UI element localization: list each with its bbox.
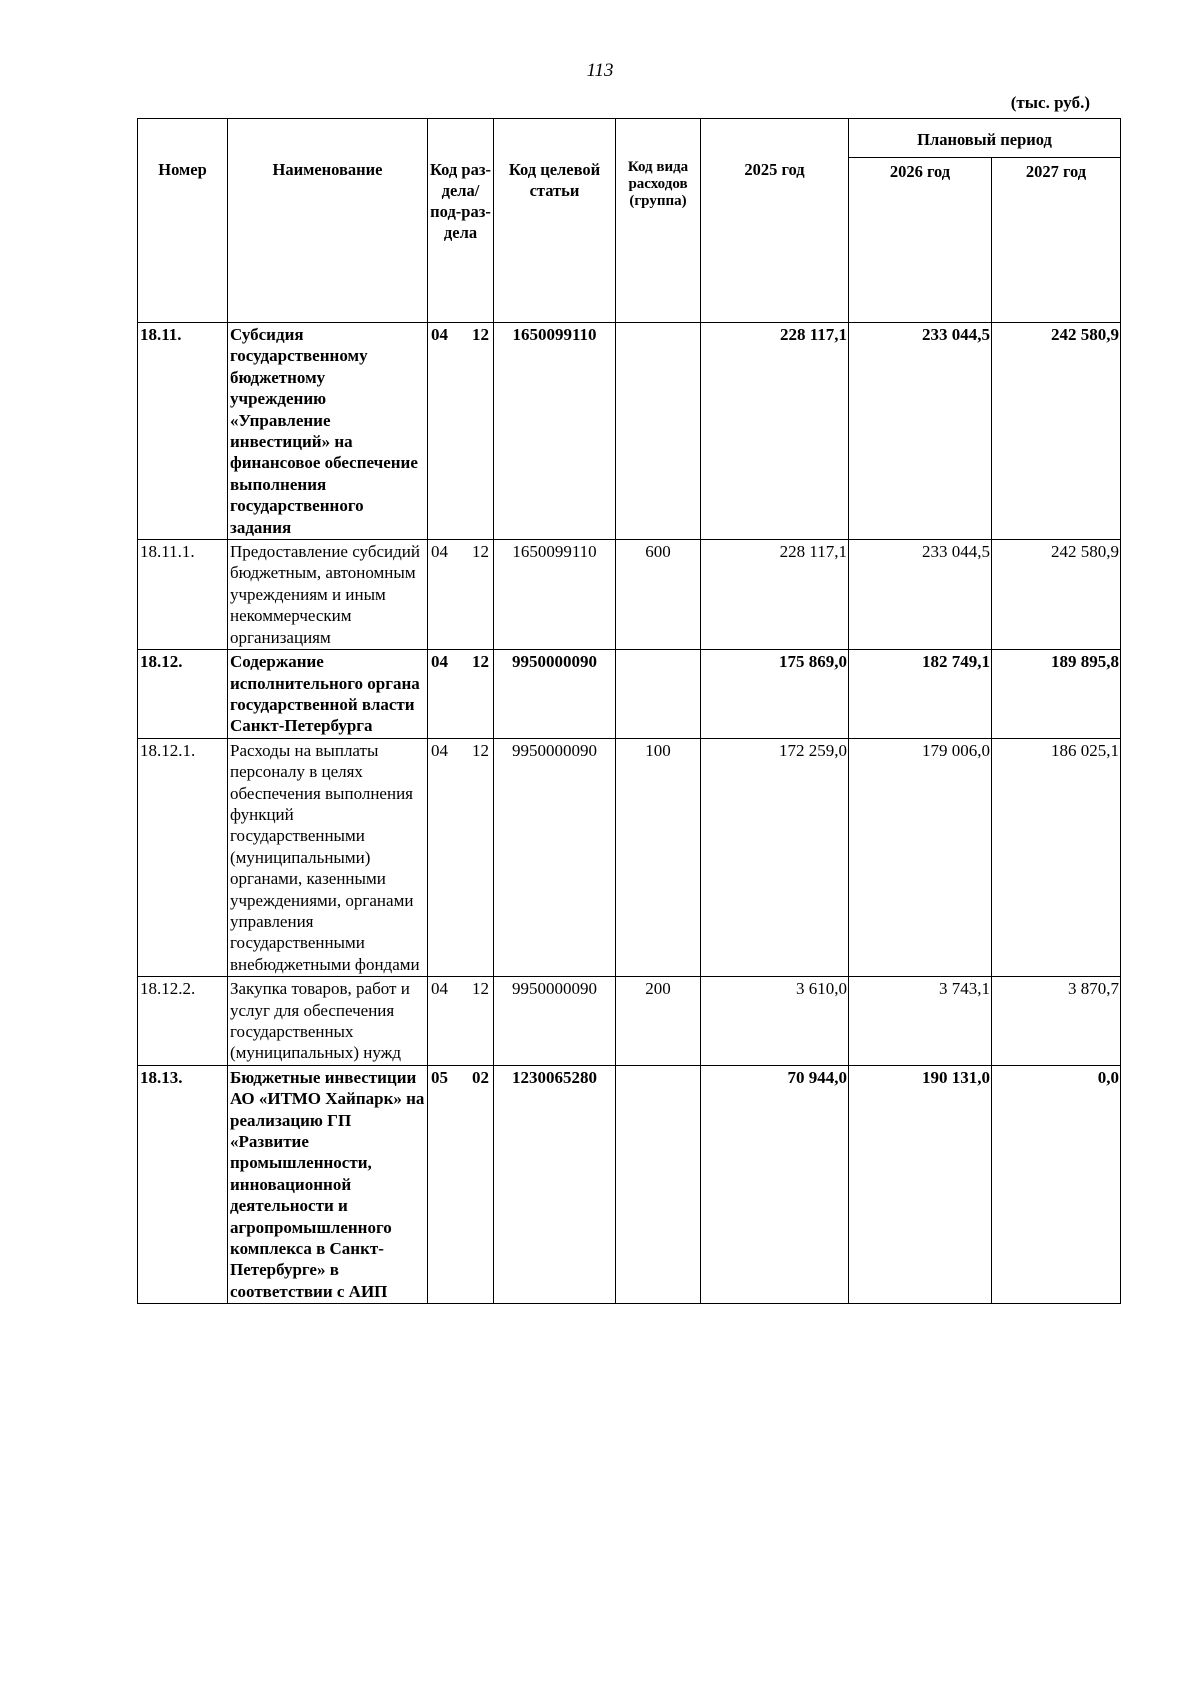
row-amount-2026: 233 044,5 [849, 323, 992, 540]
row-section-code [428, 540, 494, 650]
row-target-code: 9950000090 [494, 650, 616, 739]
row-amount-2025: 172 259,0 [701, 738, 849, 976]
row-subsection: 02 [472, 1067, 489, 1087]
row-target-code: 1230065280 [494, 1065, 616, 1303]
row-number: 18.11. [138, 323, 228, 540]
row-name: Закупка товаров, работ и услуг для обеспечения государственных (муниципальных) нужд [228, 977, 428, 1066]
table-row [138, 977, 1121, 1066]
row-expense-type: 100 [616, 738, 701, 976]
row-section-code [428, 977, 494, 1066]
row-target-code: 1650099110 [494, 323, 616, 540]
header-name: Наименование [228, 119, 428, 323]
row-amount-2025: 3 610,0 [701, 977, 849, 1066]
row-section: 04 [431, 325, 448, 344]
row-amount-2025: 228 117,1 [701, 540, 849, 650]
table-body [138, 323, 1121, 1304]
header-year-2026: 2026 год [849, 158, 992, 323]
table-row [138, 323, 1121, 540]
row-section: 04 [431, 979, 448, 999]
budget-table [137, 118, 1121, 1304]
row-amount-2027: 189 895,8 [992, 650, 1121, 739]
row-name: Содержание исполнительного органа государственной власти Санкт-Петербурга [228, 650, 428, 739]
row-amount-2025: 70 944,0 [701, 1065, 849, 1303]
row-section: 05 [431, 1067, 448, 1087]
row-name: Субсидия государственному бюджетному учреждению «Управление инвестиций» на финансовое обеспечение выполнения государственного задания [228, 323, 428, 540]
row-amount-2026: 233 044,5 [849, 540, 992, 650]
row-subsection: 12 [472, 542, 489, 562]
row-amount-2026: 190 131,0 [849, 1065, 992, 1303]
row-expense-type: 600 [616, 540, 701, 650]
row-section-code [428, 1065, 494, 1303]
row-name: Расходы на выплаты персоналу в целях обеспечения выполнения функций государственными (муниципальными) органами, казенными учреждениями, органами управления государственными внебюджетными фондами [228, 738, 428, 976]
row-subsection: 12 [472, 325, 489, 344]
row-subsection: 12 [472, 740, 489, 760]
table-row [138, 738, 1121, 976]
row-section: 04 [431, 652, 448, 672]
row-number: 18.12.1. [138, 738, 228, 976]
header-section-code: Код раз-дела/ под-раз-дела [428, 119, 494, 323]
row-number: 18.12. [138, 650, 228, 739]
row-amount-2025: 175 869,0 [701, 650, 849, 739]
row-amount-2027: 0,0 [992, 1065, 1121, 1303]
table-row [138, 1065, 1121, 1303]
row-section: 04 [431, 740, 448, 760]
header-expense-type: Код вида расходов (группа) [616, 119, 701, 323]
row-amount-2027: 186 025,1 [992, 738, 1121, 976]
row-subsection: 12 [472, 652, 489, 672]
row-expense-type [616, 323, 701, 540]
header-number: Номер [138, 119, 228, 323]
row-expense-type: 200 [616, 977, 701, 1066]
row-amount-2027: 242 580,9 [992, 323, 1121, 540]
row-amount-2026: 3 743,1 [849, 977, 992, 1066]
row-target-code: 1650099110 [494, 540, 616, 650]
row-section-code [428, 738, 494, 976]
units-label: (тыс. руб.) [1010, 93, 1090, 112]
row-section: 04 [431, 542, 448, 562]
row-number: 18.11.1. [138, 540, 228, 650]
table-row [138, 650, 1121, 739]
row-number: 18.13. [138, 1065, 228, 1303]
header-target-code: Код целевой статьи [494, 119, 616, 323]
row-amount-2027: 3 870,7 [992, 977, 1121, 1066]
row-number: 18.12.2. [138, 977, 228, 1066]
header-year-2027: 2027 год [992, 158, 1121, 323]
row-name: Предоставление субсидий бюджетным, автономным учреждениям и иным некоммерческим организациям [228, 540, 428, 650]
row-target-code: 9950000090 [494, 738, 616, 976]
page-number: 113 [586, 60, 614, 81]
header-year-2025: 2025 год [701, 119, 849, 323]
row-section-code [428, 650, 494, 739]
row-amount-2026: 179 006,0 [849, 738, 992, 976]
row-section-code [428, 323, 494, 540]
table-header [138, 119, 1121, 323]
row-subsection: 12 [472, 979, 489, 999]
row-expense-type [616, 1065, 701, 1303]
row-amount-2026: 182 749,1 [849, 650, 992, 739]
header-planned-period: Плановый период [849, 119, 1121, 158]
table-row [138, 540, 1121, 650]
row-amount-2027: 242 580,9 [992, 540, 1121, 650]
row-expense-type [616, 650, 701, 739]
row-target-code: 9950000090 [494, 977, 616, 1066]
row-name: Бюджетные инвестиции АО «ИТМО Хайпарк» на реализацию ГП «Развитие промышленности, инновационной деятельности и агропромышленного комплекса в Санкт-Петербурге» в соответствии с АИП [228, 1065, 428, 1303]
row-amount-2025: 228 117,1 [701, 323, 849, 540]
